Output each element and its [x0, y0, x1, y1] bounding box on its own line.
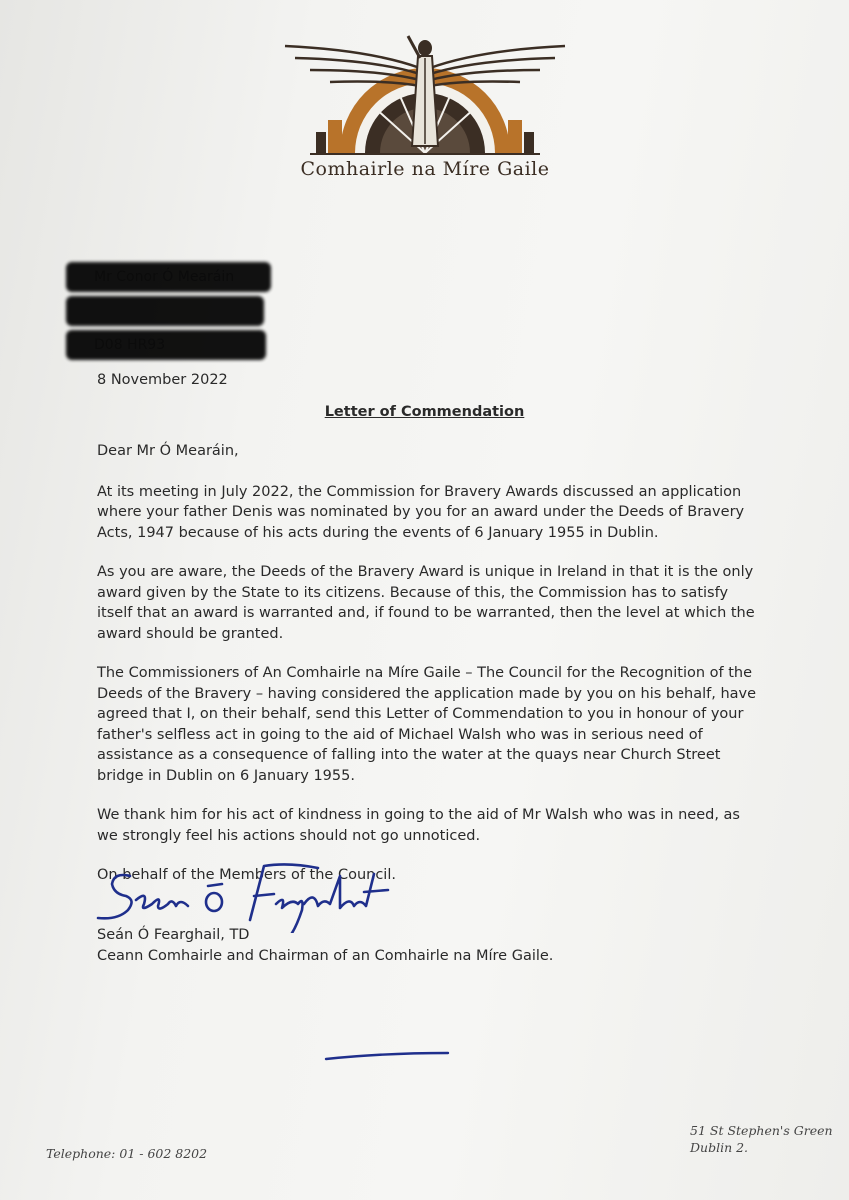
body-paragraph: The Commissioners of An Comhairle na Míre Gaile – The Council for the Recognition of the Deeds of the Bravery – having considered the application made by you on his behalf, have agreed that I, on their behalf, send this Letter of Commendation to you in honour of your father's selfless act in going to the aid of Michael Walsh who was in serious need of assistance as a consequence of falling into the water at the quays near Church Street bridge in Dublin on 6 January 1955. [97, 665, 757, 784]
signatory-title: Ceann Comhairle and Chairman of an Comhairle na Míre Gaile. [97, 948, 554, 964]
footer-address [690, 1122, 833, 1156]
salutation: Dear Mr Ó Mearáin, [97, 443, 239, 459]
body-paragraph: We thank him for his act of kindness in going to the aid of Mr Walsh who was in need, as we strongly feel his actions should not go unnoticed. [97, 807, 740, 844]
closing-line: On behalf of the Members of the Council. [97, 867, 396, 883]
redaction-mark [66, 296, 264, 326]
footer-address-line: 51 St Stephen's Green [690, 1123, 833, 1138]
recipient-name-line [66, 262, 271, 292]
handwritten-signature [92, 848, 442, 933]
recipient-postcode-line [66, 330, 271, 360]
signatory-block [97, 925, 553, 967]
footer-address-line: Dublin 2. [690, 1140, 749, 1155]
redaction-mark [66, 262, 271, 292]
footer-telephone: Telephone: 01 - 602 8202 [46, 1146, 208, 1161]
org-name: Comhairle na Míre Gaile [300, 158, 550, 180]
recipient-address-line [66, 296, 271, 326]
letter-date: 8 November 2022 [97, 372, 228, 388]
winged-figure-emblem-icon [280, 28, 570, 158]
pen-stroke [322, 1045, 452, 1065]
redaction-mark [66, 330, 266, 360]
signatory-name: Seán Ó Fearghail, TD [97, 927, 250, 943]
body-paragraph: As you are aware, the Deeds of the Bravery Award is unique in Ireland in that it is the only award given by the State to its citizens. Because of this, the Commission has to satisfy itself that an award is warranted and, if found to be warranted, then the level at which the award should be granted. [97, 564, 755, 642]
body-paragraph: At its meeting in July 2022, the Commission for Bravery Awards discussed an application where your father Denis was nominated by you for an award under the Deeds of Bravery Acts, 1947 because of his acts during the events of 6 January 1955 in Dublin. [97, 483, 745, 541]
letter-body [97, 441, 757, 905]
letter-subject: Letter of Commendation [324, 404, 525, 420]
recipient-address [66, 262, 271, 364]
